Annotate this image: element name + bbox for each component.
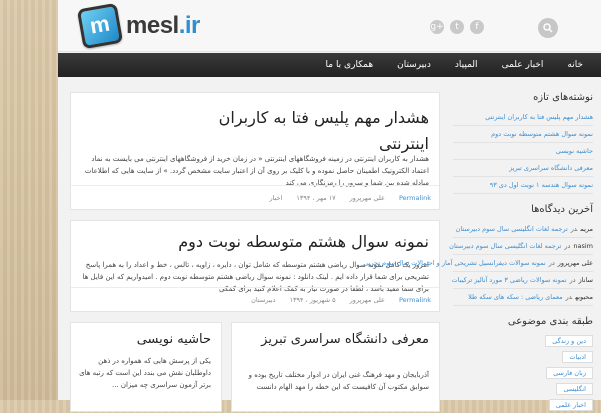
comment-on: در (564, 242, 571, 250)
post-title[interactable]: هشدار مهم پلیس فتا به کاربران اینترنتی (218, 108, 429, 153)
site-logo-icon[interactable]: m (77, 3, 123, 49)
facebook-icon[interactable]: f (470, 20, 484, 34)
post-title[interactable]: حاشیه نویسی (136, 332, 211, 347)
category-link[interactable]: دین و زندگی (545, 335, 593, 347)
post-excerpt: یکی از پرسش هایی که همواره در ذهن داوطلبان نقش می بندد این است که رتبه های برتر آزمون سراسری چه میزان ... (79, 357, 211, 389)
post-date: ۵ شهریور ، ۱۳۹۴ (289, 295, 336, 304)
comment-post-link[interactable]: نمونه سوالات دیفرانسیل تشریحی آمار و احتمالات سال سوم تجربی (363, 259, 546, 267)
comment-post-link[interactable]: ترجمه لغات انگلیسی سال سوم دبیرستان (449, 242, 562, 250)
comment-author[interactable]: محبوبه (575, 293, 593, 301)
post-category[interactable]: دبیرستان (251, 295, 276, 304)
post-meta (71, 287, 439, 311)
nav-item-cooperation[interactable]: همکاری با ما (325, 60, 374, 70)
post-excerpt: آذربایجان و مهد فرهنگ غنی ایران در ادوار مختلف تاریخ بوده و سوابق مکتوب آن کافیست که این خطه را مهد الهام دانست (248, 371, 429, 391)
comment-author[interactable]: ساناز (578, 276, 593, 284)
post-date: ۱۷ مهر ، ۱۳۹۴ (296, 193, 336, 202)
category-item (453, 349, 593, 365)
post-excerpt: امروز یک کامل نمونه سوال ریاضی هشتم متوسطه که شامل توان ، دایره ، زاویه ، تالس ، خط و اعداد را به همرا پاسخ تشریحی برای شما قرار داده ایم . لینک دانلود : نمونه سوال ریاضی هشتم متوسطه نوبت دوم . امیدواریم که این فایل ها برای شما مفید باشد ، لطفا در صورت نیاز به کمک اعلام کنید برای کمکی (82, 261, 429, 293)
permalink[interactable]: Permalink (398, 193, 431, 202)
comment-item (453, 221, 593, 238)
category-item (453, 365, 593, 381)
post-meta (71, 185, 439, 209)
comment-item (449, 238, 593, 255)
comment-item (453, 272, 593, 289)
comment-author[interactable]: علی مهرپرور (557, 259, 593, 267)
post-author[interactable]: علی مهرپرور (349, 193, 385, 202)
nav-item-high-school[interactable]: دبیرستان (397, 60, 431, 70)
twitter-icon[interactable]: t (450, 20, 464, 34)
site-name[interactable] (126, 12, 200, 40)
recent-post-link[interactable]: هشدار مهم پلیس فتا به کاربران اینترنتی (453, 109, 593, 126)
recent-posts-list (453, 109, 593, 194)
comment-on: در (569, 276, 576, 284)
post-card (70, 92, 440, 210)
recent-post-link[interactable]: نمونه سوال هندسه ۱ نوبت اول دی ۹۳ (453, 177, 593, 194)
site-name-main: mesl (126, 12, 179, 39)
recent-comments-title: آخرین دیدگاه‌ها (531, 204, 593, 215)
category-link[interactable]: ادبیات (562, 351, 593, 363)
main-nav (58, 53, 601, 77)
post-title[interactable]: نمونه سوال هشتم متوسطه نوبت دوم (178, 232, 429, 251)
category-item (453, 381, 593, 397)
categories-list (453, 333, 593, 413)
comment-post-link[interactable]: معمای ریاضی : سکه های سکه طلا (468, 293, 563, 301)
google-plus-icon[interactable]: g+ (430, 22, 444, 32)
nav-item-home[interactable]: خانه (567, 60, 583, 70)
comment-item (363, 255, 593, 272)
comment-author[interactable]: مریم (580, 225, 593, 233)
post-card (70, 322, 222, 412)
comment-on: در (548, 259, 555, 267)
recent-post-link[interactable]: معرفی دانشگاه سراسری تبریز (453, 160, 593, 177)
category-link[interactable]: انگلیسی (556, 383, 593, 395)
post-title[interactable]: معرفی دانشگاه سراسری تبریز (261, 332, 429, 347)
post-category[interactable]: اخبار (269, 193, 283, 202)
site-header (58, 0, 601, 52)
nav-item-olympiad[interactable]: المپیاد (454, 60, 478, 70)
nav-item-science-news[interactable]: اخبار علمی (501, 60, 544, 70)
page-container (58, 0, 601, 409)
comment-post-link[interactable]: نمونه سوالات ریاضی ۳ مورد آنالیز ترکیبات (451, 276, 567, 284)
post-author[interactable]: علی مهرپرور (349, 295, 385, 304)
comment-author[interactable]: nasim (573, 242, 593, 250)
comment-on: در (565, 293, 573, 301)
comment-post-link[interactable]: ترجمه لغات انگلیسی سال سوم دبیرستان (455, 225, 568, 233)
permalink[interactable]: Permalink (398, 295, 431, 304)
site-name-tld: .ir (178, 12, 200, 39)
comment-on: در (570, 225, 578, 233)
recent-posts-title: نوشته‌های تازه (533, 92, 593, 103)
category-link[interactable]: زبان فارسی (546, 367, 593, 379)
post-excerpt: هشدار به کاربران اینترنتی در زمینه فروشگاههای اینترنتی « در زمان خرید از فروشگاههای اینترنتی می بایست به نماد اعتماد الکترونیک اطمینان حاصل نموده و با کلیک بر روی آن از اعتبار سایت مشخص گردد. » از سایت هایی که اطلاعات مبادله شده بین شما و سرور را رمزنگاری می کند (84, 155, 429, 187)
categories-title: طبقه بندی موضوعی (507, 316, 593, 327)
category-link[interactable]: اخبار علمی (549, 399, 593, 411)
category-item (453, 333, 593, 349)
search-icon[interactable] (538, 18, 558, 38)
recent-post-link[interactable]: حاشیه نویسی (453, 143, 593, 160)
post-card (231, 322, 440, 412)
category-item (453, 397, 593, 413)
recent-post-link[interactable]: نمونه سوال هشتم متوسطه نوبت دوم (453, 126, 593, 143)
comment-item (453, 289, 593, 306)
